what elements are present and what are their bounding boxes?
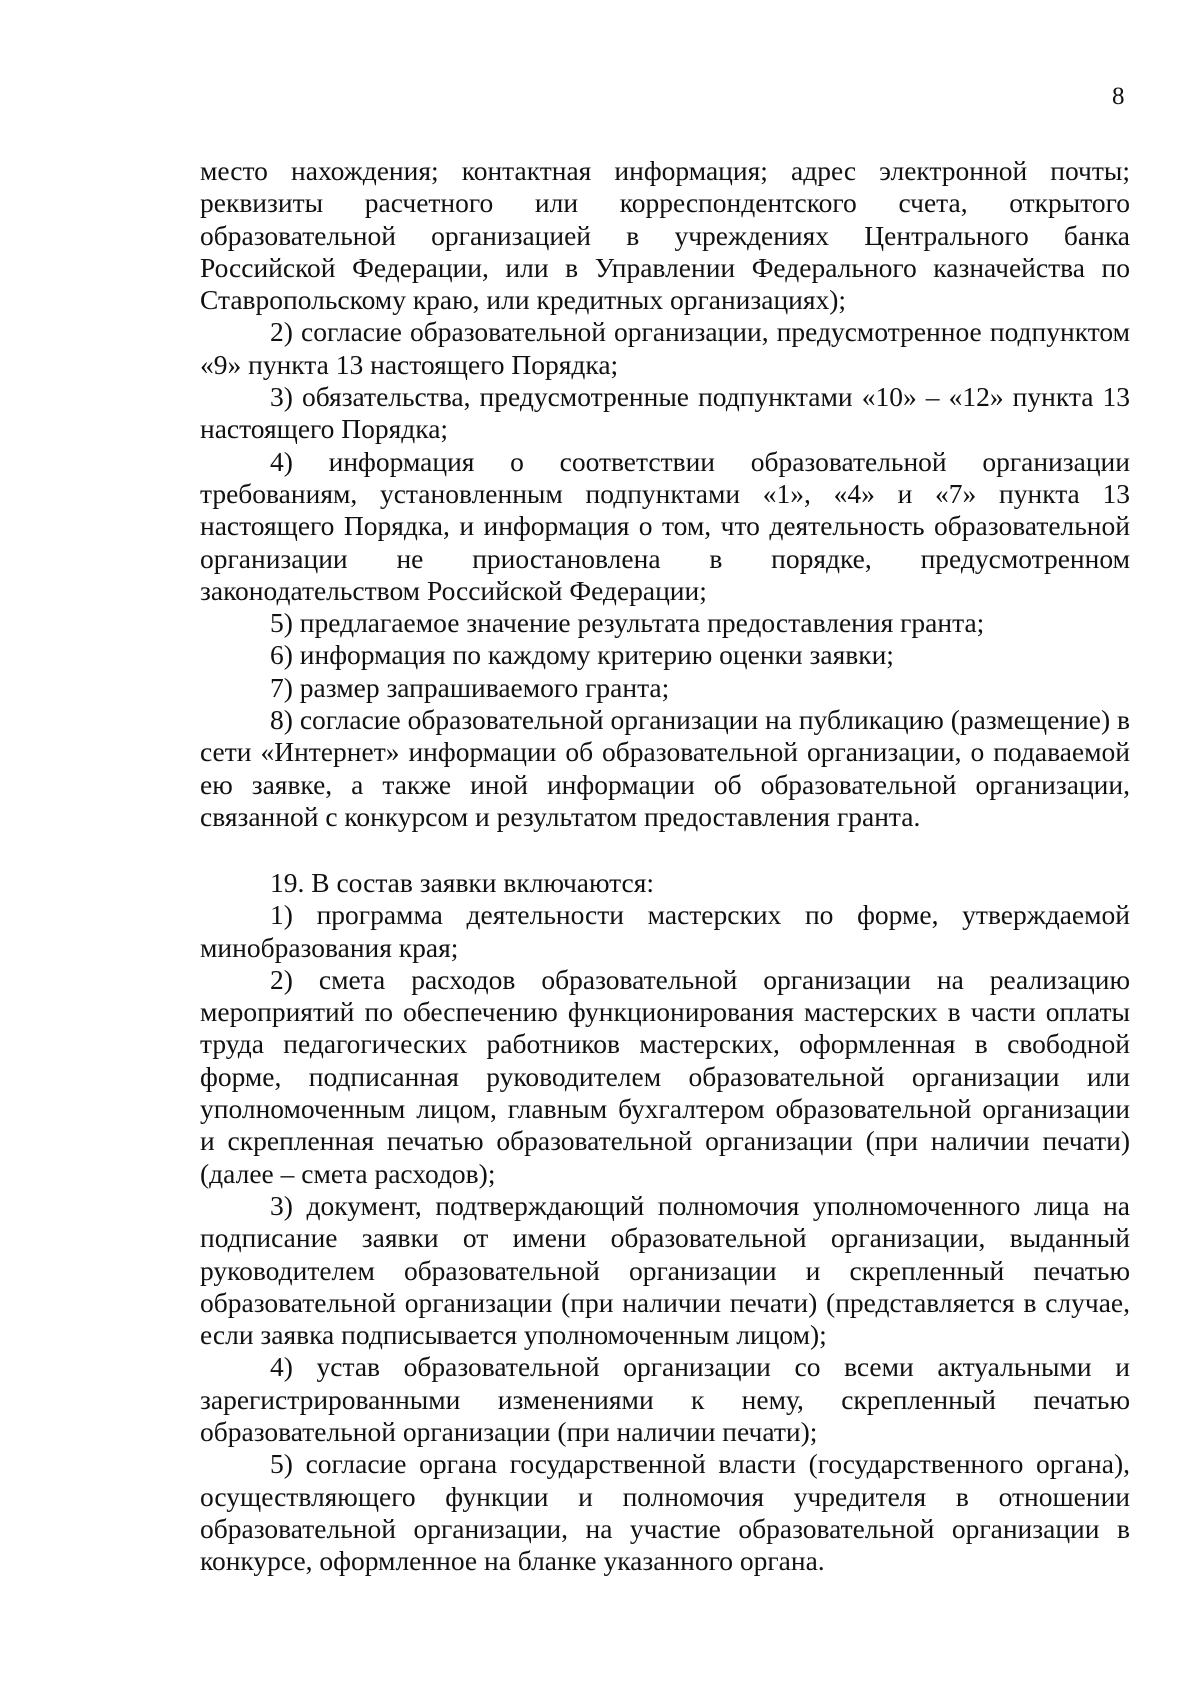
document-section-19 <box>200 867 1130 1578</box>
list-item-2-cost-estimate: 2) смета расходов образовательной организации на реализацию мероприятий по обеспечению функционирования мастерских в части оплаты труда педагогических работников мастерских, оформленная в свободной форме, подписанная руководителем образовательной организации или уполномоченным лицом, главным бухгалтером образовательной организации и скрепленная печатью образовательной организации (при наличии печати) (далее – смета расходов); <box>200 963 1130 1189</box>
page-number: 8 <box>1112 83 1125 110</box>
list-item-1-program: 1) программа деятельности мастерских по форме, утверждаемой минобразования края; <box>200 899 1130 963</box>
list-item-5-result-value: 5) предлагаемое значение результата предоставления гранта; <box>270 607 985 639</box>
list-item-2-consent: 2) согласие образовательной организации, предусмотренное подпунктом «9» пункта 13 настоящего Порядка; <box>200 316 1130 380</box>
list-item-4-charter: 4) устав образовательной организации со всеми актуальными и зарегистрированными изменениями к нему, скрепленный печатью образовательной организации (при наличии печати); <box>200 1351 1130 1448</box>
section-heading: 19. В состав заявки включаются: <box>270 867 655 898</box>
list-item-3-authority-document: 3) документ, подтверждающий полномочия уполномоченного лица на подписание заявки от имени образовательной организации, выданный руководителем образовательной организации и скрепленный печатью образовательной организации (при наличии печати) (представляется в случае, если заявка подписывается уполномоченным лицом); <box>200 1189 1130 1351</box>
document-section-continuation <box>200 155 1130 833</box>
list-item-8-publication-consent: 8) согласие образовательной организации на публикацию (размещение) в сети «Интернет» информации об образовательной организации, о подаваемой ею заявке, а также иной информации об образовательной организации, связанной с конкурсом и результатом предоставления гранта. <box>200 704 1130 832</box>
list-item-4-compliance-info: 4) информация о соответствии образовательной организации требованиям, установленным подпунктами «1», «4» и «7» пункта 13 настоящего Порядка, и информация о том, что деятельность образовательной организации не приостановлена в порядке, предусмотренном законодательством Российской Федерации; <box>200 445 1130 606</box>
list-item-3-obligations: 3) обязательства, предусмотренные подпунктами «10» – «12» пункта 13 настоящего Порядка; <box>200 381 1130 445</box>
paragraph-contact-details: место нахождения; контактная информация; адрес электронной почты; реквизиты расчетного или корреспондентского счета, открытого образовательной организацией в учреждениях Центрального банка Российской Федерации, или в Управлении Федерального казначейства по Ставропольскому краю, или кредитных организациях); <box>200 155 1130 316</box>
list-item-5-founder-consent: 5) согласие органа государственной власти (государственного органа), осуществляющего функции и полномочия учредителя в отношении образовательной организации, на участие образовательной организации в конкурсе, оформленное на бланке указанного органа. <box>200 1448 1130 1577</box>
list-item-7-grant-size: 7) размер запрашиваемого гранта; <box>270 671 670 703</box>
list-item-6-criteria-info: 6) информация по каждому критерию оценки заявки; <box>270 639 894 671</box>
